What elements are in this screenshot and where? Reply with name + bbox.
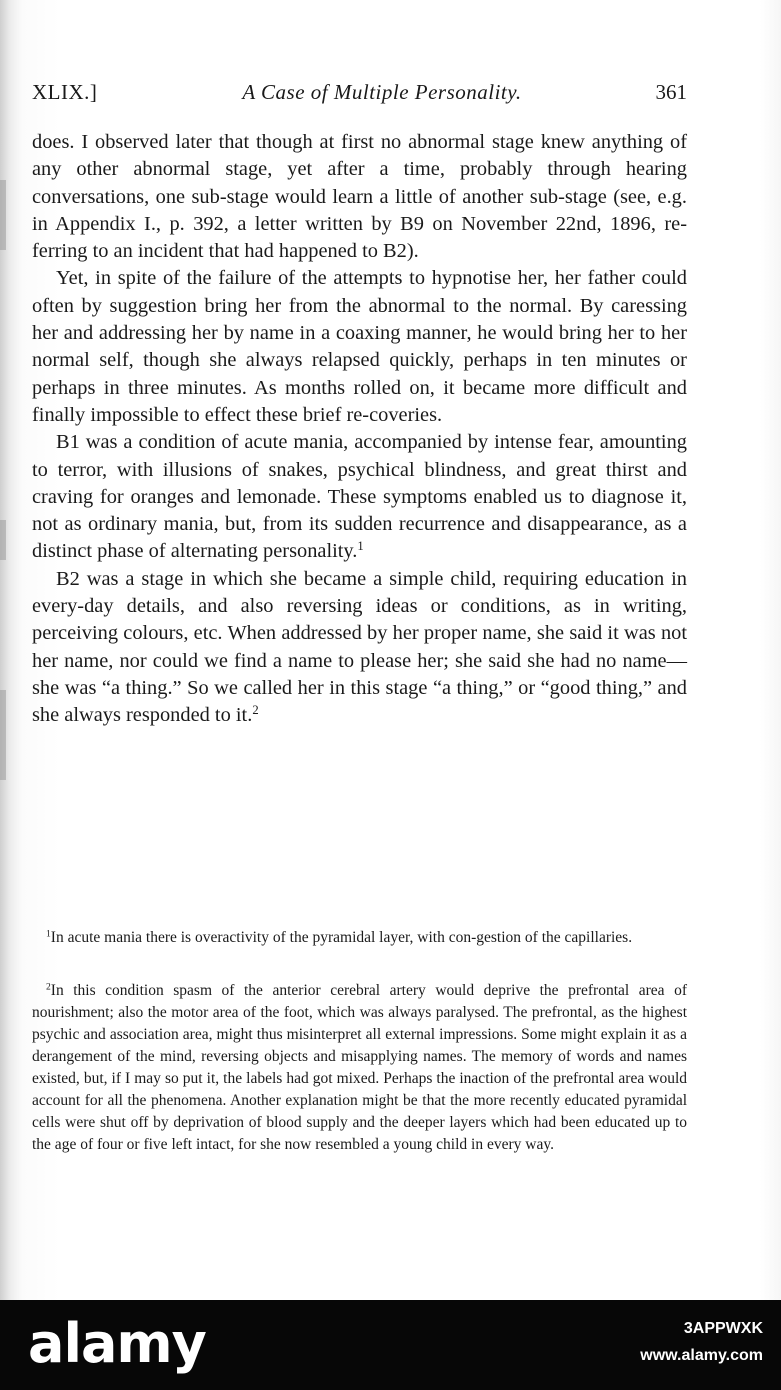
watermark-url: www.alamy.com xyxy=(640,1347,763,1364)
footnote-1 xyxy=(32,927,687,949)
footnote-text xyxy=(32,980,687,1156)
text-line: always paralysed. The prefrontal, as the highest psychic and association area, xyxy=(32,1004,687,1043)
text-line: mania, but, from its sudden recurrence and disappearance, as xyxy=(163,513,672,536)
running-header xyxy=(32,80,687,110)
text-line: probably through hearing conversations, one sub-stage would xyxy=(32,158,687,208)
image-id: 3APPWXK xyxy=(683,1320,763,1337)
text-line: When addressed by her proper name, she said it was not xyxy=(227,622,687,645)
text-line: blindness, and great thirst and craving for oranges and lemonade. xyxy=(32,458,687,508)
alamy-logo: alamy xyxy=(28,1312,206,1375)
running-title: A Case of Multiple Personality. xyxy=(242,80,522,104)
text-line: self, though she always relapsed quickly, perhaps in ten minutes xyxy=(99,349,661,372)
text-line: all the phenomena. Another explanation might be that the more recently xyxy=(107,1092,560,1109)
text-line: These symptoms enabled us to diagnose it, not as ordinary xyxy=(32,485,688,536)
text-line: abnormal to the normal. By caressing her and addressing her xyxy=(32,294,687,345)
text-line: got mixed. Perhaps the inaction of the prefrontal area would account for xyxy=(32,1070,688,1109)
paragraph xyxy=(32,265,687,429)
text-line: left intact, for she now resembled a young child in every way. xyxy=(171,1136,554,1153)
text-line: learn a little of another sub-stage (see, e.g. in Appendix I., xyxy=(32,185,687,235)
binding-shadow xyxy=(0,180,6,250)
text-line: ferring to an incident that had happened to B2). xyxy=(32,240,419,263)
binding-shadow xyxy=(0,520,6,560)
text-line: requiring education in every-day details, and also reversing xyxy=(32,567,687,618)
footnote-number: 2 xyxy=(46,981,51,993)
text-line: educated pyramidal cells were shut off by deprivation of blood supply and xyxy=(32,1092,688,1131)
text-line: responded to it. xyxy=(126,704,253,727)
footnote-marker: 2 xyxy=(252,703,259,718)
text-line: might thus misinterpret all external impressions. Some might explain it as a xyxy=(216,1026,688,1043)
text-line: fear, amounting to terror, with illusions of snakes, psychical xyxy=(32,431,687,481)
text-line: In this condition spasm of the anterior cerebral artery would deprive the xyxy=(50,982,559,999)
paragraph xyxy=(32,429,687,565)
footnote-2 xyxy=(32,980,687,1156)
text-line: B1 was a condition of acute mania, accompanied by intense xyxy=(56,431,552,454)
stock-watermark-bar xyxy=(0,1300,781,1390)
text-line: In acute mania there is overactivity of the pyramidal layer, with con- xyxy=(50,929,477,946)
section-number: XLIX.] xyxy=(32,80,98,104)
text-line: a distinct phase of alternating personality. xyxy=(32,513,687,563)
text-line: does. I observed later that though at first no abnormal stage xyxy=(32,131,534,153)
page-number: 361 xyxy=(655,80,687,104)
text-line: knew anything of any other abnormal stage, yet after a time, xyxy=(32,131,687,181)
text-line: her name, nor could we find a name to please her; she said xyxy=(32,649,522,672)
paragraph xyxy=(32,129,687,265)
text-line: she had no name—she was “a thing.” So we called her xyxy=(32,649,688,699)
footnote-number: 1 xyxy=(46,928,51,940)
text-line: memory of words and names existed, but, if I may so put it, the labels had xyxy=(32,1048,688,1087)
text-line: coveries. xyxy=(369,403,443,426)
text-line: B2 was a stage in which she became a simple child, xyxy=(56,567,497,590)
text-line: derangement of the mind, reversing objects and misapplying names. The xyxy=(32,1048,496,1065)
text-line: more difficult and finally impossible to effect these brief re- xyxy=(32,376,687,426)
text-line: prefrontal area of nourishment; also the motor area of the foot, which was xyxy=(32,982,688,1021)
binding-shadow xyxy=(0,690,6,780)
text-line: p. 392, a letter written by B9 on November 22nd, 1896, re- xyxy=(169,212,687,235)
text-line: or perhaps in three minutes. As months rolled on, it became xyxy=(32,349,687,399)
text-line: in this stage “a thing,” or “good thing,” and she always xyxy=(32,676,687,727)
text-line: the deeper layers which had been educated up to the age of four or five xyxy=(32,1114,687,1153)
text-line: by name in a coaxing manner, he would bring her to her normal xyxy=(32,322,688,372)
text-line: ideas or conditions, as in writing, perceiving colours, etc. xyxy=(32,595,687,645)
paragraph xyxy=(32,566,687,730)
text-line: gestion of the capillaries. xyxy=(476,929,633,946)
text-line: her, her father could often by suggestion bring her from the xyxy=(32,267,687,317)
body-text xyxy=(32,129,687,730)
text-line: Yet, in spite of the failure of the attempts to hypnotise xyxy=(56,267,512,290)
footnote-marker: 1 xyxy=(357,539,364,554)
footnote-text xyxy=(32,927,687,949)
